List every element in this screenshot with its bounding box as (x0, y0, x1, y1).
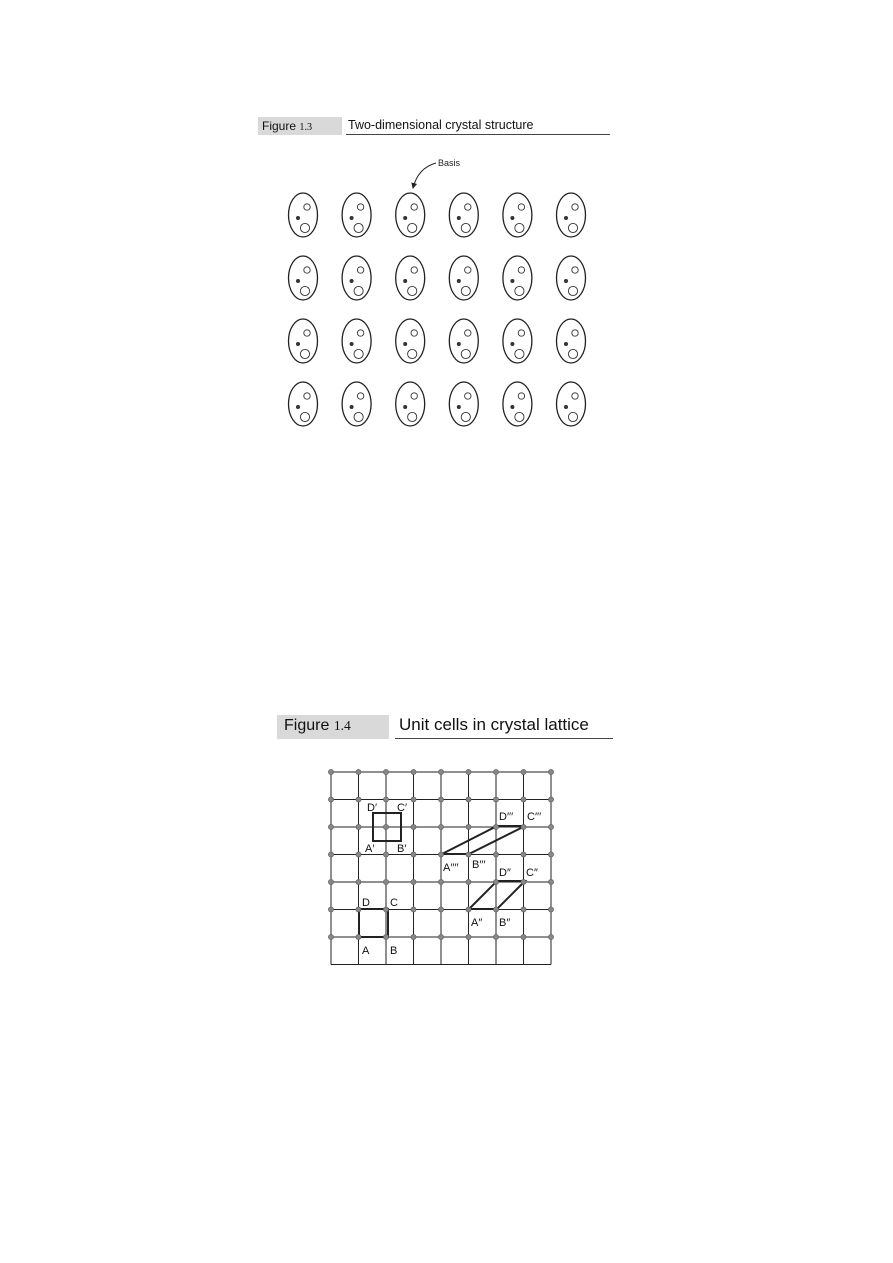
lattice-point (466, 852, 471, 857)
label-b-triple-prime: B′′′ (472, 859, 486, 871)
lattice-point (328, 907, 333, 912)
lattice-point (466, 824, 471, 829)
label-b-prime: B′ (397, 843, 407, 855)
unit-cell-double-primed (469, 881, 525, 909)
lattice-point (411, 824, 416, 829)
lattice-point (383, 797, 388, 802)
label-a-triple-prime: A′′′′ (443, 862, 459, 874)
label-d-prime: D′ (367, 802, 378, 814)
lattice-point (548, 824, 553, 829)
label-c-double-prime: C″ (526, 867, 538, 879)
lattice-point (493, 769, 498, 774)
lattice-point (521, 797, 526, 802)
lattice-point (548, 852, 553, 857)
lattice-point (493, 879, 498, 884)
lattice-point (493, 824, 498, 829)
lattice-point (438, 879, 443, 884)
lattice-point (411, 769, 416, 774)
lattice-point (383, 852, 388, 857)
figure-word: Figure (262, 119, 297, 133)
lattice-point (328, 769, 333, 774)
lattice-point (411, 879, 416, 884)
lattice-point (548, 934, 553, 939)
lattice-point (356, 934, 361, 939)
lattice-point (438, 769, 443, 774)
label-a: A (362, 945, 370, 957)
lattice-point (411, 797, 416, 802)
lattice-point (356, 907, 361, 912)
label-d: D (362, 897, 370, 909)
figure-word: Figure (284, 717, 330, 734)
lattice-point (356, 824, 361, 829)
lattice-point (383, 934, 388, 939)
lattice-point (466, 934, 471, 939)
lattice-point (493, 852, 498, 857)
lattice-point (493, 797, 498, 802)
lattice-point (356, 879, 361, 884)
label-d-double-prime: D″ (499, 867, 511, 879)
lattice-point (548, 797, 553, 802)
lattice-point (466, 769, 471, 774)
label-c-triple-prime: C′′′ (527, 811, 542, 823)
lattice-point (466, 797, 471, 802)
lattice-point (328, 934, 333, 939)
lattice-point (466, 907, 471, 912)
lattice-point (548, 769, 553, 774)
figure-number: 1.4 (333, 718, 351, 733)
lattice-point (548, 879, 553, 884)
lattice-point (383, 907, 388, 912)
basis-annotation: Basis (438, 158, 461, 168)
lattice-point (548, 907, 553, 912)
lattice-point (521, 879, 526, 884)
lattice-point (411, 852, 416, 857)
lattice-point (438, 934, 443, 939)
lattice-point (493, 934, 498, 939)
label-c: C (390, 897, 398, 909)
lattice-point (328, 879, 333, 884)
unit-cell-abcd (359, 909, 388, 937)
label-c-prime: C′ (397, 802, 408, 814)
lattice-point (411, 907, 416, 912)
lattice-point (438, 907, 443, 912)
label-b: B (390, 945, 398, 957)
lattice-point (411, 934, 416, 939)
unit-cell-triple-primed (442, 826, 525, 854)
lattice-point (438, 852, 443, 857)
label-a-prime: A′ (365, 843, 375, 855)
lattice-point (356, 852, 361, 857)
lattice-point (438, 824, 443, 829)
label-d-triple-prime: D′′′ (499, 811, 514, 823)
lattice-point (521, 852, 526, 857)
figure-1-4-title: Unit cells in crystal lattice (395, 715, 613, 739)
lattice-point (328, 797, 333, 802)
lattice-point (521, 824, 526, 829)
lattice-point (356, 797, 361, 802)
lattice-point (438, 797, 443, 802)
figure-1-3-title: Two-dimensional crystal structure (346, 117, 610, 135)
figure-number: 1.3 (299, 122, 313, 133)
lattice-point (328, 824, 333, 829)
lattice-point (466, 879, 471, 884)
lattice-point (328, 852, 333, 857)
lattice-point (383, 769, 388, 774)
lattice-point (356, 769, 361, 774)
lattice-point (521, 907, 526, 912)
lattice-point (383, 879, 388, 884)
lattice-point (383, 824, 388, 829)
lattice-point (521, 934, 526, 939)
label-a-double-prime: A″ (471, 917, 483, 929)
lattice-point (521, 769, 526, 774)
label-b-double-prime: B″ (499, 917, 511, 929)
lattice-point (493, 907, 498, 912)
